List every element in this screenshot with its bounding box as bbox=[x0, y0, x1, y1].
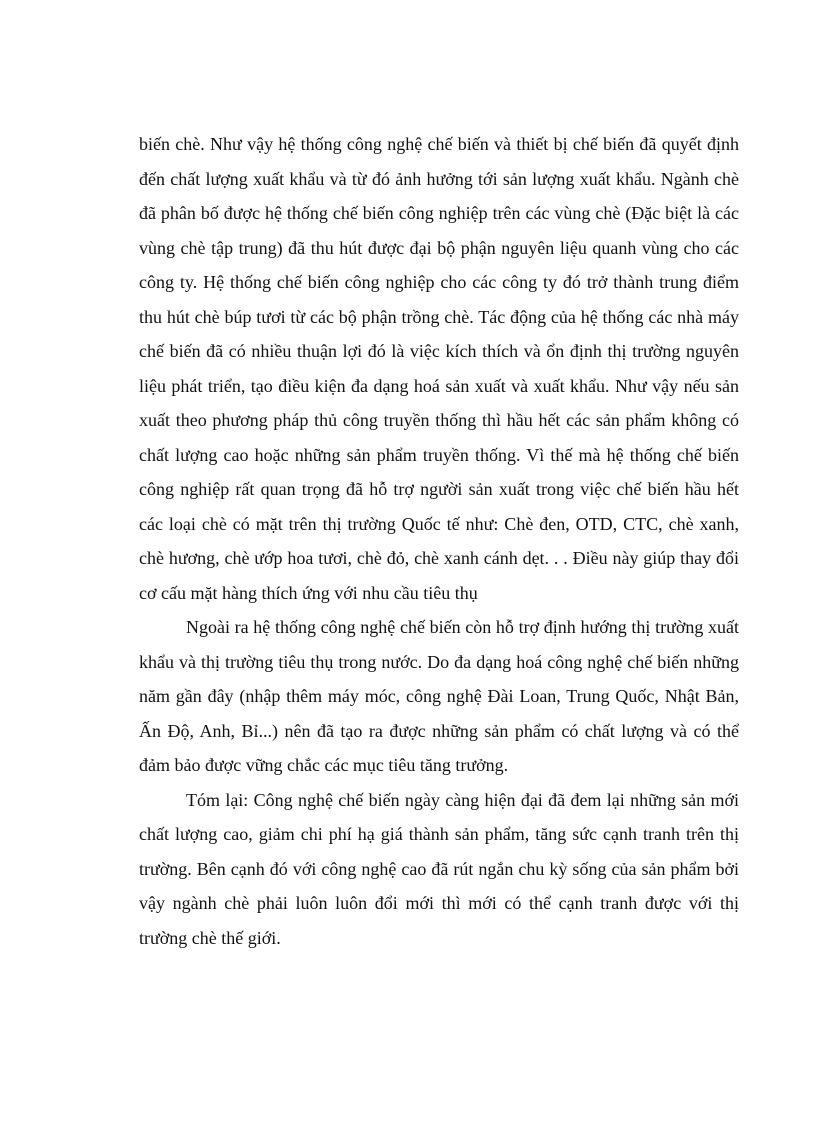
document-body bbox=[139, 127, 739, 955]
paragraph-summary: Tóm lại: Công nghệ chế biến ngày càng hiện đại đã đem lại những sản mới chất lượng cao, giảm chi phí hạ giá thành sản phẩm, tăng sức cạnh tranh trên thị trường. Bên cạnh đó với công nghệ cao đã rút ngắn chu kỳ sống của sản phẩm bởi vậy ngành chè phải luôn luôn đổi mới thì mới có thể cạnh tranh được với thị trường chè thế giới. bbox=[139, 789, 739, 948]
paragraph-continuation: biến chè. Như vậy hệ thống công nghệ chế biến và thiết bị chế biến đã quyết định đến chất lượng xuất khẩu và từ đó ảnh hưởng tới sản lượng xuất khẩu. Ngành chè đã phân bố được hệ thống chế biến công nghiệp trên các vùng chè (Đặc biệt là các vùng chè tập trung) đã thu hút được đại bộ phận nguyên liệu quanh vùng cho các công ty. Hệ thống chế biến công nghiệp cho các công ty đó trở thành trung điểm thu hút chè búp tươi từ các bộ phận trồng chè. Tác động của hệ thống các nhà máy chế biến đã có nhiều thuận lợi đó là việc kích thích và ổn định thị trường nguyên liệu phát triển, tạo điều kiện đa dạng hoá sản xuất và xuất khẩu. Như vậy nếu sản xuất theo phương pháp thủ công truyền thống thì hầu hết các sản phẩm không có chất lượng cao hoặc những sản phẩm truyền thống. Vì thế mà hệ thống chế biến công nghiệp rất quan trọng đã hỗ trợ người sản xuất trong việc chế biến hầu hết các loại chè có mặt trên thị trường Quốc tế như: Chè đen, OTD, CTC, chè xanh, chè hương, chè ướp hoa tươi, chè đỏ, chè xanh cánh dẹt. . . Điều này giúp thay đổi cơ cấu mặt hàng thích ứng với nhu cầu tiêu thụ bbox=[139, 134, 739, 603]
paragraph-processing-technology: Ngoài ra hệ thống công nghệ chế biến còn hỗ trợ định hướng thị trường xuất khẩu và thị trường tiêu thụ trong nước. Do đa dạng hoá công nghệ chế biến những năm gần đây (nhập thêm máy móc, công nghệ Đài Loan, Trung Quốc, Nhật Bản, Ấn Độ, Anh, Bỉ...) nên đã tạo ra được những sản phẩm có chất lượng và có thể đảm bảo được vững chắc các mục tiêu tăng trưởng. bbox=[139, 617, 739, 775]
